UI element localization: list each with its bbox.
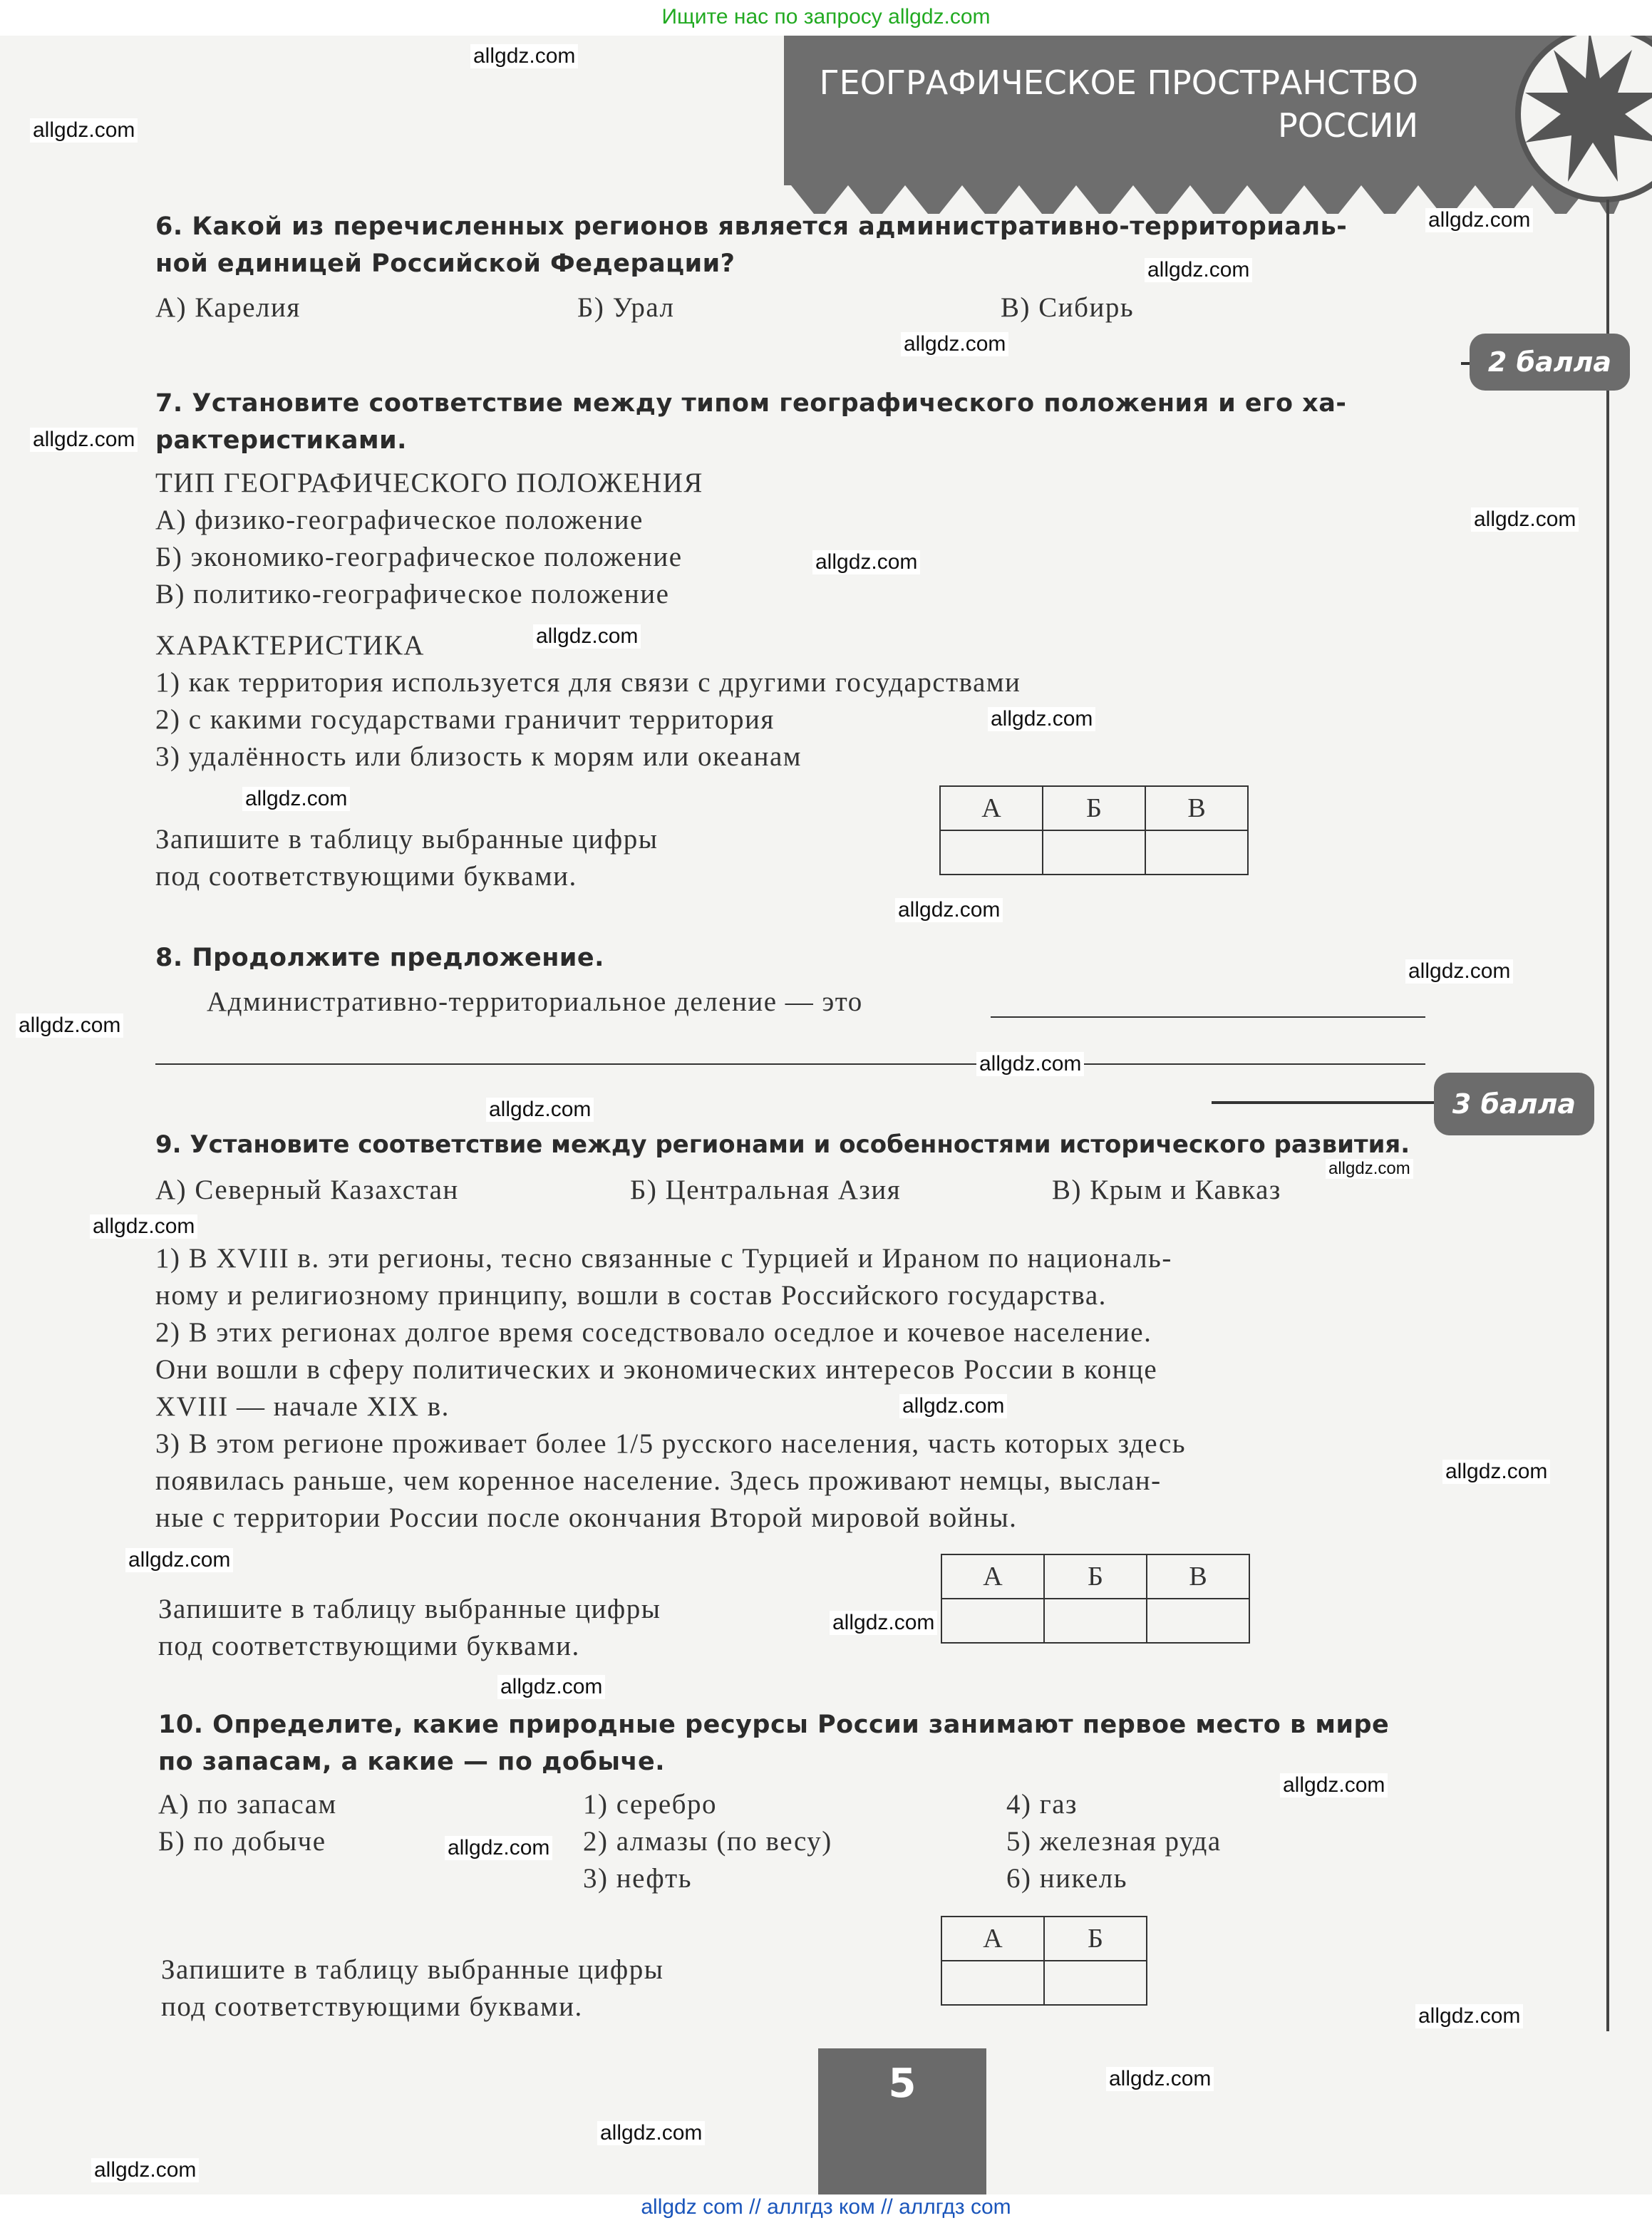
watermark: allgdz.com xyxy=(830,1611,937,1635)
watermark: allgdz.com xyxy=(90,1214,197,1239)
watermark: allgdz.com xyxy=(16,1013,123,1038)
answer-table-9 xyxy=(941,1554,1250,1644)
column-header: Б xyxy=(1043,786,1145,830)
watermark: allgdz.com xyxy=(470,44,578,68)
answer-cell[interactable] xyxy=(1044,1961,1147,2005)
watermark: allgdz.com xyxy=(901,332,1008,356)
list-item: Б) по добыче xyxy=(158,1826,326,1857)
watermark: allgdz.com xyxy=(597,2121,705,2145)
instruction xyxy=(161,1951,664,2026)
answer-line[interactable] xyxy=(991,1016,1425,1018)
option: А) Северный Казахстан xyxy=(155,1175,459,1205)
list-item: А) физико-географическое положение xyxy=(155,505,644,535)
question-text: 6. Какой из перечисленных регионов является административно-территориаль- xyxy=(155,212,1348,241)
answer-cell[interactable] xyxy=(1044,1599,1147,1643)
section-title-line2: РОССИИ xyxy=(1277,106,1418,145)
watermark: allgdz.com xyxy=(976,1052,1084,1076)
list-item: ные с территории России после окончания Второй мировой войны. xyxy=(155,1502,1018,1533)
list-item: 6) никель xyxy=(1006,1863,1128,1894)
list-item: 1) как территория используется для связи с другими государствами xyxy=(155,667,1021,698)
column-header: А xyxy=(941,1917,1044,1961)
answer-table-7 xyxy=(939,785,1249,875)
list-item: 3) В этом регионе проживает более 1/5 русского населения, часть которых здесь xyxy=(155,1428,1187,1459)
question-9: 9. Установите соответствие между регионами и особенностями исторического развития. xyxy=(155,1130,1410,1159)
resources-list xyxy=(1006,1786,1222,1897)
question-text: ной единицей Российской Федерации? xyxy=(155,249,735,278)
watermark: allgdz.com xyxy=(1471,507,1579,532)
list-heading: ТИП ГЕОГРАФИЧЕСКОГО ПОЛОЖЕНИЯ xyxy=(155,468,703,498)
list-heading: ХАРАКТЕРИСТИКА xyxy=(155,630,425,661)
watermark: allgdz.com xyxy=(533,624,641,649)
points-badge: 3 балла xyxy=(1434,1073,1594,1135)
question-7 xyxy=(155,385,1346,459)
watermark: allgdz.com xyxy=(486,1098,594,1122)
list-item: 4) газ xyxy=(1006,1789,1078,1820)
column-header: Б xyxy=(1044,1554,1147,1599)
list-item: 1) серебро xyxy=(583,1789,717,1820)
watermark: allgdz.com xyxy=(125,1548,233,1572)
answer-table-10 xyxy=(941,1916,1147,2006)
badge-rule xyxy=(1212,1101,1440,1104)
instruction-text: под соответствующими буквами. xyxy=(158,1631,580,1661)
answer-cell[interactable] xyxy=(941,1599,1044,1643)
watermark: allgdz.com xyxy=(1425,208,1533,232)
watermark: allgdz.com xyxy=(1106,2067,1214,2091)
page-number: 5 xyxy=(818,2048,986,2198)
watermark: allgdz.com xyxy=(91,2158,199,2182)
list-item: 2) с какими государствами граничит территория xyxy=(155,704,775,735)
question-text: рактеристиками. xyxy=(155,426,407,455)
answer-cell[interactable] xyxy=(1145,830,1248,875)
answer-cell[interactable] xyxy=(940,830,1043,875)
option: В) Крым и Кавказ xyxy=(1052,1175,1281,1205)
watermark: allgdz.com xyxy=(988,707,1095,731)
list-item: 2) В этих регионах долгое время соседствовало оседлое и кочевое население. xyxy=(155,1317,1152,1348)
watermark: allgdz.com xyxy=(895,898,1003,922)
features-list xyxy=(155,1240,1431,1537)
watermark: allgdz.com xyxy=(812,550,920,574)
list-item: 3) нефть xyxy=(583,1863,692,1894)
margin-rule xyxy=(1606,200,1609,2031)
question-8: 8. Продолжите предложение. xyxy=(155,944,604,972)
list-item: Б) экономико-географическое положение xyxy=(155,542,683,572)
type-list xyxy=(155,465,703,613)
watermark: allgdz.com xyxy=(1280,1773,1388,1798)
watermark: allgdz.com xyxy=(497,1675,605,1699)
watermark: allgdz.com xyxy=(1442,1460,1550,1484)
option: Б) Центральная Азия xyxy=(630,1175,902,1205)
list-item: 5) железная руда xyxy=(1006,1826,1222,1857)
list-item: ному и религиозному принципу, вошли в состав Российского государства. xyxy=(155,1280,1107,1311)
column-header: В xyxy=(1145,786,1248,830)
instruction xyxy=(158,1591,661,1665)
question-10 xyxy=(158,1706,1389,1780)
sentence-start: Административно-территориальное деление — это xyxy=(207,986,863,1017)
answer-cell[interactable] xyxy=(1147,1599,1249,1643)
instruction-text: Запишите в таблицу выбранные цифры xyxy=(158,1594,661,1624)
section-title-line1: ГЕОГРАФИЧЕСКОЕ ПРОСТРАНСТВО xyxy=(819,63,1418,102)
list-item: XVIII — начале XIX в. xyxy=(155,1391,450,1422)
option: В) Сибирь xyxy=(1001,292,1135,323)
points-badge: 2 балла xyxy=(1470,334,1630,391)
bottom-site-note[interactable]: allgdz com // аллгдз ком // аллгдз com xyxy=(0,2194,1652,2223)
list-item: 2) алмазы (по весу) xyxy=(583,1826,832,1857)
list-item: 1) В XVIII в. эти регионы, тесно связанные с Турцией и Ираном по националь- xyxy=(155,1243,1172,1274)
watermark: allgdz.com xyxy=(1405,959,1513,984)
instruction-text: Запишите в таблицу выбранные цифры xyxy=(161,1954,664,1985)
question-text: по запасам, а какие — по добыче. xyxy=(158,1748,666,1776)
column-header: В xyxy=(1147,1554,1249,1599)
top-search-note: Ищите нас по запросу allgdz.com xyxy=(0,0,1652,36)
column-header: Б xyxy=(1044,1917,1147,1961)
option: А) Карелия xyxy=(155,292,301,323)
list-item: появилась раньше, чем коренное население. Здесь проживают немцы, выслан- xyxy=(155,1465,1162,1496)
list-item: В) политико-географическое положение xyxy=(155,579,670,609)
question-text: 10. Определите, какие природные ресурсы России занимают первое место в мире xyxy=(158,1711,1390,1739)
watermark: allgdz.com xyxy=(1145,258,1252,282)
answer-cell[interactable] xyxy=(941,1961,1044,2005)
categories xyxy=(158,1786,337,1860)
instruction xyxy=(155,821,658,895)
watermark: allgdz.com xyxy=(899,1394,1007,1418)
answer-cell[interactable] xyxy=(1043,830,1145,875)
instruction-text: под соответствующими буквами. xyxy=(155,861,577,892)
section-title xyxy=(805,61,1418,147)
watermark: allgdz.com xyxy=(445,1836,552,1860)
watermark: allgdz.com xyxy=(1415,2004,1523,2028)
column-header: А xyxy=(941,1554,1044,1599)
resources-list xyxy=(583,1786,832,1897)
watermark: allgdz.com xyxy=(30,428,138,452)
column-header: А xyxy=(940,786,1043,830)
question-text: 7. Установите соответствие между типом географического положения и его ха- xyxy=(155,389,1347,418)
watermark: allgdz.com xyxy=(30,118,138,143)
list-item: 3) удалённость или близость к морям или океанам xyxy=(155,741,802,772)
list-item: А) по запасам xyxy=(158,1789,337,1820)
watermark: allgdz.com xyxy=(242,787,350,811)
answer-line[interactable] xyxy=(155,1063,1425,1065)
characteristic-list xyxy=(155,627,1021,775)
watermark: allgdz.com xyxy=(1326,1159,1413,1179)
instruction-text: Запишите в таблицу выбранные цифры xyxy=(155,824,659,855)
list-item: Они вошли в сферу политических и экономических интересов России в конце xyxy=(155,1354,1158,1385)
instruction-text: под соответствующими буквами. xyxy=(161,1991,583,2022)
option: Б) Урал xyxy=(577,292,675,323)
